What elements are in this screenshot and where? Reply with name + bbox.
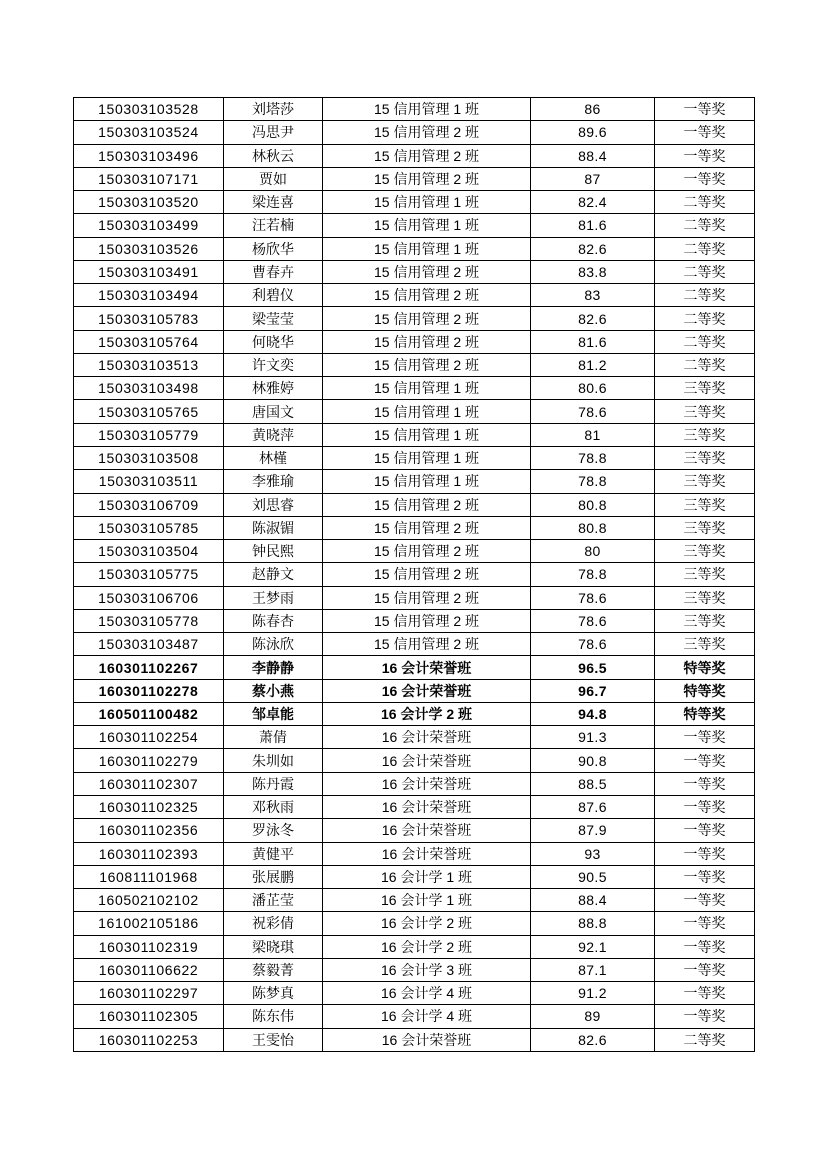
- cell-score: 92.1: [531, 935, 655, 958]
- cell-award: 一等奖: [655, 842, 755, 865]
- cell-name: 何晓华: [224, 330, 323, 353]
- cell-score: 82.6: [531, 1028, 655, 1051]
- cell-score: 89: [531, 1005, 655, 1028]
- cell-class: 15 信用管理 2 班: [323, 633, 531, 656]
- cell-award: 一等奖: [655, 889, 755, 912]
- table-row: [74, 493, 755, 516]
- cell-award: 一等奖: [655, 865, 755, 888]
- cell-class: 15 信用管理 2 班: [323, 307, 531, 330]
- table-row: [74, 772, 755, 795]
- cell-name: 杨欣华: [224, 237, 323, 260]
- cell-student-id: 150303103526: [74, 237, 224, 260]
- cell-name: 陈东伟: [224, 1005, 323, 1028]
- cell-name: 李静静: [224, 656, 323, 679]
- cell-score: 91.3: [531, 726, 655, 749]
- cell-award: 三等奖: [655, 377, 755, 400]
- cell-award: 一等奖: [655, 935, 755, 958]
- cell-class: 15 信用管理 2 班: [323, 284, 531, 307]
- cell-award: 一等奖: [655, 98, 755, 121]
- awards-table-body: [74, 98, 755, 1052]
- cell-name: 潘芷莹: [224, 889, 323, 912]
- cell-student-id: 150303105764: [74, 330, 224, 353]
- table-row: [74, 1028, 755, 1051]
- cell-score: 78.6: [531, 633, 655, 656]
- cell-student-id: 160811101968: [74, 865, 224, 888]
- cell-student-id: 150303103496: [74, 144, 224, 167]
- cell-name: 朱圳如: [224, 749, 323, 772]
- table-row: [74, 633, 755, 656]
- cell-award: 一等奖: [655, 912, 755, 935]
- cell-class: 15 信用管理 2 班: [323, 330, 531, 353]
- cell-class: 15 信用管理 2 班: [323, 586, 531, 609]
- cell-score: 78.6: [531, 400, 655, 423]
- cell-name: 黄健平: [224, 842, 323, 865]
- cell-score: 82.4: [531, 191, 655, 214]
- cell-student-id: 150303103498: [74, 377, 224, 400]
- table-row: [74, 819, 755, 842]
- cell-score: 81.6: [531, 214, 655, 237]
- cell-class: 16 会计荣誉班: [323, 1028, 531, 1051]
- cell-award: 三等奖: [655, 586, 755, 609]
- cell-award: 二等奖: [655, 260, 755, 283]
- cell-award: 二等奖: [655, 191, 755, 214]
- cell-class: 16 会计荣誉班: [323, 726, 531, 749]
- cell-award: 特等奖: [655, 702, 755, 725]
- cell-class: 16 会计荣誉班: [323, 656, 531, 679]
- cell-award: 二等奖: [655, 307, 755, 330]
- table-row: [74, 656, 755, 679]
- table-row: [74, 842, 755, 865]
- cell-class: 16 会计学 4 班: [323, 982, 531, 1005]
- cell-name: 汪若楠: [224, 214, 323, 237]
- table-row: [74, 889, 755, 912]
- cell-name: 赵静文: [224, 563, 323, 586]
- cell-class: 15 信用管理 1 班: [323, 191, 531, 214]
- cell-score: 87.6: [531, 795, 655, 818]
- cell-student-id: 160301102356: [74, 819, 224, 842]
- cell-name: 陈丹霞: [224, 772, 323, 795]
- cell-class: 15 信用管理 2 班: [323, 167, 531, 190]
- table-row: [74, 726, 755, 749]
- cell-award: 二等奖: [655, 353, 755, 376]
- cell-class: 15 信用管理 2 班: [323, 609, 531, 632]
- cell-name: 王雯怡: [224, 1028, 323, 1051]
- cell-name: 梁莹莹: [224, 307, 323, 330]
- cell-student-id: 160301102305: [74, 1005, 224, 1028]
- cell-award: 三等奖: [655, 470, 755, 493]
- cell-name: 张展鹏: [224, 865, 323, 888]
- cell-score: 81.2: [531, 353, 655, 376]
- cell-name: 祝彩倩: [224, 912, 323, 935]
- cell-class: 16 会计学 2 班: [323, 912, 531, 935]
- cell-award: 三等奖: [655, 540, 755, 563]
- cell-score: 87.9: [531, 819, 655, 842]
- cell-student-id: 150303103520: [74, 191, 224, 214]
- table-row: [74, 563, 755, 586]
- cell-name: 黄晓萍: [224, 423, 323, 446]
- cell-name: 钟民熙: [224, 540, 323, 563]
- table-row: [74, 795, 755, 818]
- table-row: [74, 516, 755, 539]
- cell-award: 三等奖: [655, 516, 755, 539]
- cell-score: 89.6: [531, 121, 655, 144]
- cell-student-id: 160301102279: [74, 749, 224, 772]
- table-row: [74, 958, 755, 981]
- cell-award: 二等奖: [655, 214, 755, 237]
- cell-award: 三等奖: [655, 400, 755, 423]
- cell-class: 16 会计学 4 班: [323, 1005, 531, 1028]
- cell-name: 陈淑镅: [224, 516, 323, 539]
- table-row: [74, 1005, 755, 1028]
- table-row: [74, 377, 755, 400]
- cell-class: 15 信用管理 2 班: [323, 516, 531, 539]
- cell-class: 16 会计荣誉班: [323, 772, 531, 795]
- cell-award: 一等奖: [655, 726, 755, 749]
- cell-score: 86: [531, 98, 655, 121]
- cell-name: 邓秋雨: [224, 795, 323, 818]
- cell-student-id: 150303103528: [74, 98, 224, 121]
- cell-score: 90.5: [531, 865, 655, 888]
- cell-student-id: 160301106622: [74, 958, 224, 981]
- cell-name: 梁晓琪: [224, 935, 323, 958]
- cell-student-id: 150303105778: [74, 609, 224, 632]
- cell-name: 梁连喜: [224, 191, 323, 214]
- cell-name: 唐国文: [224, 400, 323, 423]
- cell-score: 88.8: [531, 912, 655, 935]
- table-row: [74, 121, 755, 144]
- cell-score: 82.6: [531, 307, 655, 330]
- table-row: [74, 935, 755, 958]
- table-row: [74, 912, 755, 935]
- cell-name: 刘塔莎: [224, 98, 323, 121]
- table-row: [74, 982, 755, 1005]
- table-row: [74, 191, 755, 214]
- cell-class: 15 信用管理 1 班: [323, 237, 531, 260]
- table-row: [74, 284, 755, 307]
- cell-name: 蔡小燕: [224, 679, 323, 702]
- cell-name: 蔡毅菁: [224, 958, 323, 981]
- cell-score: 78.6: [531, 609, 655, 632]
- cell-name: 曹春卉: [224, 260, 323, 283]
- cell-name: 贾如: [224, 167, 323, 190]
- cell-name: 利碧仪: [224, 284, 323, 307]
- table-row: [74, 307, 755, 330]
- cell-class: 15 信用管理 1 班: [323, 214, 531, 237]
- table-row: [74, 865, 755, 888]
- table-row: [74, 749, 755, 772]
- table-row: [74, 144, 755, 167]
- cell-name: 李雅瑜: [224, 470, 323, 493]
- cell-name: 罗泳冬: [224, 819, 323, 842]
- cell-student-id: 160301102393: [74, 842, 224, 865]
- cell-class: 16 会计荣誉班: [323, 679, 531, 702]
- cell-award: 二等奖: [655, 237, 755, 260]
- cell-award: 三等奖: [655, 633, 755, 656]
- cell-class: 16 会计荣誉班: [323, 749, 531, 772]
- cell-award: 三等奖: [655, 563, 755, 586]
- cell-award: 二等奖: [655, 284, 755, 307]
- cell-award: 特等奖: [655, 656, 755, 679]
- cell-award: 一等奖: [655, 121, 755, 144]
- cell-score: 81.6: [531, 330, 655, 353]
- cell-name: 邹卓能: [224, 702, 323, 725]
- cell-award: 特等奖: [655, 679, 755, 702]
- cell-score: 96.5: [531, 656, 655, 679]
- cell-class: 16 会计荣誉班: [323, 842, 531, 865]
- cell-award: 三等奖: [655, 446, 755, 469]
- cell-student-id: 161002105186: [74, 912, 224, 935]
- cell-score: 80.8: [531, 493, 655, 516]
- cell-student-id: 150303105775: [74, 563, 224, 586]
- cell-score: 91.2: [531, 982, 655, 1005]
- cell-award: 一等奖: [655, 749, 755, 772]
- cell-student-id: 150303103504: [74, 540, 224, 563]
- table-row: [74, 260, 755, 283]
- cell-student-id: 150303103491: [74, 260, 224, 283]
- cell-student-id: 160502102102: [74, 889, 224, 912]
- table-row: [74, 353, 755, 376]
- cell-score: 94.8: [531, 702, 655, 725]
- cell-student-id: 150303107171: [74, 167, 224, 190]
- cell-student-id: 160301102278: [74, 679, 224, 702]
- cell-name: 林秋云: [224, 144, 323, 167]
- cell-class: 16 会计荣誉班: [323, 819, 531, 842]
- cell-class: 16 会计学 1 班: [323, 865, 531, 888]
- cell-score: 93: [531, 842, 655, 865]
- cell-student-id: 160301102253: [74, 1028, 224, 1051]
- cell-name: 陈梦真: [224, 982, 323, 1005]
- cell-student-id: 150303103524: [74, 121, 224, 144]
- cell-class: 16 会计学 3 班: [323, 958, 531, 981]
- cell-name: 许文奕: [224, 353, 323, 376]
- cell-student-id: 150303103513: [74, 353, 224, 376]
- table-row: [74, 586, 755, 609]
- cell-award: 一等奖: [655, 167, 755, 190]
- cell-class: 16 会计荣誉班: [323, 795, 531, 818]
- cell-class: 15 信用管理 2 班: [323, 540, 531, 563]
- cell-name: 萧倩: [224, 726, 323, 749]
- cell-class: 15 信用管理 1 班: [323, 423, 531, 446]
- table-row: [74, 423, 755, 446]
- cell-class: 15 信用管理 1 班: [323, 446, 531, 469]
- cell-score: 78.8: [531, 470, 655, 493]
- table-row: [74, 98, 755, 121]
- cell-award: 二等奖: [655, 330, 755, 353]
- cell-student-id: 150303103487: [74, 633, 224, 656]
- cell-score: 83.8: [531, 260, 655, 283]
- cell-student-id: 160301102307: [74, 772, 224, 795]
- cell-score: 81: [531, 423, 655, 446]
- cell-student-id: 160301102325: [74, 795, 224, 818]
- cell-student-id: 150303103499: [74, 214, 224, 237]
- cell-class: 15 信用管理 1 班: [323, 98, 531, 121]
- cell-score: 78.6: [531, 586, 655, 609]
- cell-class: 15 信用管理 2 班: [323, 563, 531, 586]
- cell-score: 87: [531, 167, 655, 190]
- cell-name: 林槿: [224, 446, 323, 469]
- cell-student-id: 150303105783: [74, 307, 224, 330]
- cell-score: 96.7: [531, 679, 655, 702]
- cell-student-id: 150303103511: [74, 470, 224, 493]
- cell-score: 90.8: [531, 749, 655, 772]
- cell-student-id: 150303105765: [74, 400, 224, 423]
- cell-score: 80.8: [531, 516, 655, 539]
- cell-name: 王梦雨: [224, 586, 323, 609]
- table-row: [74, 214, 755, 237]
- cell-student-id: 150303106709: [74, 493, 224, 516]
- cell-name: 陈春杏: [224, 609, 323, 632]
- table-row: [74, 330, 755, 353]
- cell-name: 刘思睿: [224, 493, 323, 516]
- cell-award: 三等奖: [655, 423, 755, 446]
- cell-score: 82.6: [531, 237, 655, 260]
- table-row: [74, 470, 755, 493]
- table-row: [74, 400, 755, 423]
- cell-name: 陈泳欣: [224, 633, 323, 656]
- cell-award: 一等奖: [655, 958, 755, 981]
- table-row: [74, 167, 755, 190]
- cell-award: 三等奖: [655, 493, 755, 516]
- cell-score: 80.6: [531, 377, 655, 400]
- cell-score: 88.4: [531, 144, 655, 167]
- awards-table: [73, 97, 755, 1052]
- table-row: [74, 609, 755, 632]
- cell-award: 一等奖: [655, 795, 755, 818]
- cell-name: 冯思尹: [224, 121, 323, 144]
- cell-student-id: 150303103494: [74, 284, 224, 307]
- cell-class: 15 信用管理 1 班: [323, 400, 531, 423]
- cell-class: 15 信用管理 2 班: [323, 493, 531, 516]
- cell-award: 一等奖: [655, 144, 755, 167]
- cell-student-id: 160301102319: [74, 935, 224, 958]
- table-row: [74, 446, 755, 469]
- cell-award: 一等奖: [655, 1005, 755, 1028]
- cell-score: 87.1: [531, 958, 655, 981]
- cell-student-id: 160301102297: [74, 982, 224, 1005]
- cell-student-id: 160301102254: [74, 726, 224, 749]
- cell-student-id: 160501100482: [74, 702, 224, 725]
- cell-class: 16 会计学 2 班: [323, 702, 531, 725]
- cell-class: 15 信用管理 1 班: [323, 377, 531, 400]
- cell-class: 15 信用管理 2 班: [323, 121, 531, 144]
- cell-name: 林雅婷: [224, 377, 323, 400]
- cell-score: 88.4: [531, 889, 655, 912]
- cell-score: 80: [531, 540, 655, 563]
- cell-student-id: 160301102267: [74, 656, 224, 679]
- cell-student-id: 150303106706: [74, 586, 224, 609]
- table-row: [74, 540, 755, 563]
- cell-score: 83: [531, 284, 655, 307]
- cell-class: 15 信用管理 2 班: [323, 353, 531, 376]
- cell-score: 78.8: [531, 563, 655, 586]
- cell-class: 15 信用管理 2 班: [323, 260, 531, 283]
- cell-class: 16 会计学 2 班: [323, 935, 531, 958]
- table-row: [74, 702, 755, 725]
- cell-student-id: 150303105785: [74, 516, 224, 539]
- table-row: [74, 679, 755, 702]
- cell-award: 二等奖: [655, 1028, 755, 1051]
- cell-class: 15 信用管理 1 班: [323, 470, 531, 493]
- cell-student-id: 150303105779: [74, 423, 224, 446]
- cell-award: 三等奖: [655, 609, 755, 632]
- cell-award: 一等奖: [655, 982, 755, 1005]
- cell-award: 一等奖: [655, 819, 755, 842]
- cell-award: 一等奖: [655, 772, 755, 795]
- cell-class: 15 信用管理 2 班: [323, 144, 531, 167]
- cell-student-id: 150303103508: [74, 446, 224, 469]
- cell-score: 88.5: [531, 772, 655, 795]
- cell-score: 78.8: [531, 446, 655, 469]
- cell-class: 16 会计学 1 班: [323, 889, 531, 912]
- table-row: [74, 237, 755, 260]
